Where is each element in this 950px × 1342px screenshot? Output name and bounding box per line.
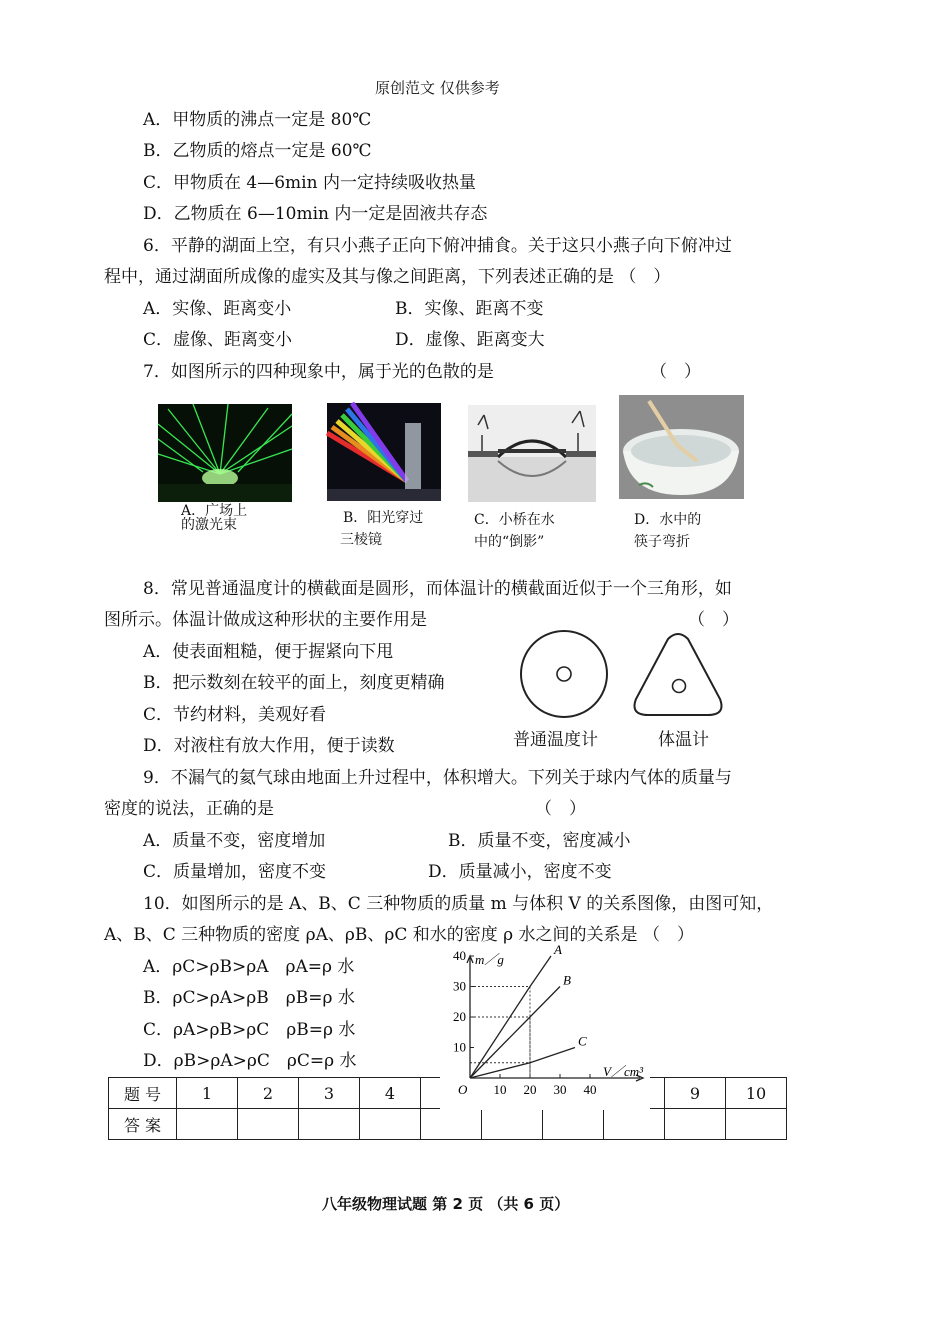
q6-option-b: B．实像、距离不变 — [395, 299, 544, 319]
q10-option-b: B．ρC>ρA>ρB ρB=ρ 水 — [143, 988, 355, 1008]
clinical-thermometer-bore — [673, 680, 686, 693]
answer-cell[interactable] — [482, 1109, 543, 1140]
answer-cell[interactable] — [299, 1109, 360, 1140]
q7-caption-d-line2: 筷子弯折 — [634, 534, 690, 550]
clinical-thermometer-label: 体温计 — [658, 730, 709, 750]
ordinary-thermometer-circle — [521, 631, 607, 717]
answer-cell[interactable] — [604, 1109, 665, 1140]
answer-cell[interactable] — [177, 1109, 238, 1140]
ordinary-thermometer-bore — [557, 667, 571, 681]
q7-caption-b-line1: B．阳光穿过 — [343, 510, 424, 526]
laser-beam-photo — [158, 404, 292, 502]
bent-chopstick-photo — [619, 395, 744, 499]
y-tick-label: 40 — [453, 948, 466, 963]
q10-option-c: C．ρA>ρB>ρC ρB=ρ 水 — [143, 1020, 356, 1040]
y-tick-label: 20 — [453, 1009, 466, 1024]
thermometer-cross-section-figure — [510, 625, 740, 725]
q10-option-d: D．ρB>ρA>ρC ρC=ρ 水 — [143, 1051, 357, 1071]
q7-paren: （ ） — [650, 362, 701, 382]
q9-option-b: B．质量不变，密度减小 — [448, 831, 631, 851]
q8-stem-line2: 图所示。体温计做成这种形状的主要作用是 — [104, 610, 427, 630]
answer-cell[interactable] — [543, 1109, 604, 1140]
x-tick-label: 40 — [583, 1082, 597, 1097]
q5-option-a: A．甲物质的沸点一定是 80℃ — [143, 110, 372, 130]
q7-caption-c-line1: C．小桥在水 — [474, 512, 555, 528]
q8-option-b: B．把示数刻在较平的面上，刻度更精确 — [143, 673, 445, 693]
q9-option-a: A．质量不变，密度增加 — [143, 831, 326, 851]
q8-stem-line1: 8．常见普通温度计的横截面是圆形，而体温计的横截面近似于一个三角形，如 — [143, 579, 732, 599]
watermark: 原创范文 仅供参考 — [375, 79, 500, 97]
q10-stem-line1: 10．如图所示的是 A、B、C 三种物质的质量 m 与体积 V 的关系图像，由图可知， — [143, 894, 774, 914]
answer-header: 答 案 — [109, 1109, 177, 1140]
q8-option-c: C．节约材料，美观好看 — [143, 705, 327, 725]
q9-stem-line2: 密度的说法，正确的是 — [104, 799, 274, 819]
answer-cell[interactable] — [665, 1109, 726, 1140]
y-tick-label: 30 — [453, 978, 466, 994]
q6-option-c: C．虚像、距离变小 — [143, 330, 293, 350]
question-number-cell: 2 — [238, 1078, 299, 1109]
y-axis-label: m／g — [475, 952, 504, 967]
answer-cell[interactable] — [238, 1109, 299, 1140]
q10-stem-line2: A、B、C 三种物质的密度 ρA、ρB、ρC 和水的密度 ρ 水之间的关系是 （ ） — [104, 925, 694, 945]
question-number-cell: 4 — [360, 1078, 421, 1109]
page-footer: 八年级物理试题 第 2 页 （共 6 页） — [322, 1195, 570, 1213]
x-tick-label: 10 — [493, 1082, 507, 1097]
question-number-cell: 3 — [299, 1078, 360, 1109]
clinical-thermometer-triangle — [635, 634, 722, 715]
q5-option-b: B．乙物质的熔点一定是 60℃ — [143, 141, 372, 161]
q6-option-d: D．虚像、距离变大 — [395, 330, 545, 350]
q8-option-a: A．使表面粗糙，便于握紧向下甩 — [143, 642, 394, 662]
q8-option-d: D．对液柱有放大作用，便于读数 — [143, 736, 395, 756]
q7-caption-c-line2: 中的“倒影” — [474, 534, 545, 550]
q5-option-d: D．乙物质在 6—10min 内一定是固液共存态 — [143, 204, 488, 224]
ordinary-thermometer-label: 普通温度计 — [513, 730, 598, 750]
q7-caption-a-line1: A．广场上 — [181, 503, 248, 519]
x-tick-label: 30 — [553, 1082, 567, 1097]
question-number-header: 题 号 — [109, 1078, 177, 1109]
y-tick-label: 10 — [453, 1039, 466, 1055]
x-axis-label: V／cm³ — [603, 1064, 643, 1079]
answer-cell[interactable] — [421, 1109, 482, 1140]
q7-caption-a-line2: 的激光束 — [181, 517, 237, 533]
series-label-c: C — [578, 1033, 587, 1049]
q9-stem-line1: 9．不漏气的氦气球由地面上升过程中，体积增大。下列关于球内气体的质量与 — [143, 768, 732, 788]
q7-stem: 7．如图所示的四种现象中，属于光的色散的是 — [143, 362, 494, 382]
question-number-cell: 1 — [177, 1078, 238, 1109]
bridge-reflection-photo — [468, 405, 596, 502]
series-label-b: B — [563, 972, 571, 988]
answer-cell[interactable] — [726, 1109, 787, 1140]
question-number-cell: 9 — [665, 1078, 726, 1109]
chart-background — [440, 950, 650, 1110]
answer-cell[interactable] — [360, 1109, 421, 1140]
mass-volume-chart — [440, 942, 650, 1110]
x-tick-label: 20 — [523, 1082, 537, 1097]
q7-caption-b-line2: 三棱镜 — [340, 532, 382, 548]
q7-caption-d-line1: D．水中的 — [634, 512, 702, 528]
origin-label: O — [458, 1082, 468, 1097]
q8-paren: （ ） — [688, 610, 739, 630]
q5-option-c: C．甲物质在 4—6min 内一定持续吸收热量 — [143, 173, 476, 193]
q6-option-a: A．实像、距离变小 — [143, 299, 292, 319]
q9-paren: （ ） — [535, 799, 586, 819]
q10-option-a: A．ρC>ρB>ρA ρA=ρ 水 — [143, 957, 355, 977]
q9-option-c: C．质量增加，密度不变 — [143, 862, 327, 882]
prism-photo — [327, 403, 441, 501]
q6-stem-line1: 6．平静的湖面上空，有只小燕子正向下俯冲捕食。关于这只小燕子向下俯冲过 — [143, 236, 732, 256]
series-label-a: A — [554, 942, 562, 957]
question-number-cell: 10 — [726, 1078, 787, 1109]
q9-option-d: D．质量减小，密度不变 — [428, 862, 612, 882]
answer-table-answer-row — [109, 1109, 787, 1140]
q6-stem-line2: 程中，通过湖面所成像的虚实及其与像之间距离，下列表述正确的是 （ ） — [104, 267, 671, 287]
